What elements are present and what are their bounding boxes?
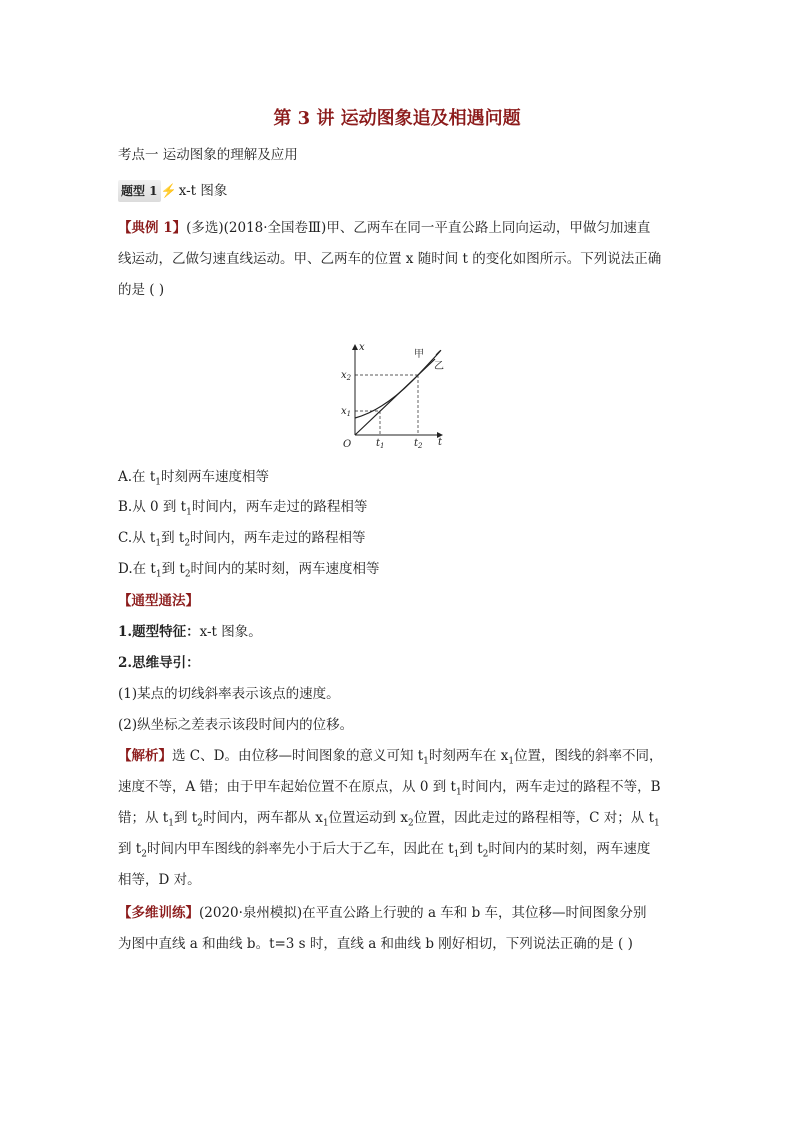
option-a: A.在 $t_1$时刻两车速度相等	[118, 469, 269, 488]
x1-label: $x_1$	[341, 406, 352, 418]
training-label: 【多维训练】	[118, 905, 199, 921]
page-title: 第 3 讲 运动图象追及相遇问题	[273, 108, 521, 129]
axis-t-label: t	[438, 437, 443, 448]
training-line-2: 为图中直线 a 和曲线 b。t=3 s 时，直线 a 和曲线 b 刚好相切，下列说法正确的是 ( )	[118, 936, 633, 952]
x-t-graph	[330, 340, 450, 450]
example-line-1: 【典例 1】(多选)(2018·全国卷Ⅲ)甲、乙两车在同一平直公路上同向运动，甲做匀加速直	[118, 220, 651, 236]
section-heading: 考点一 运动图象的理解及应用	[118, 147, 298, 163]
t2-label: $t_2$	[414, 438, 423, 450]
question-type-badge: 题型 1	[118, 180, 161, 202]
curve-jia	[355, 351, 441, 419]
analysis-line-3: 错；从 $t_1$到 $t_2$时间内，两车都从 $x_1$位置运动到 $x_2$位置，因此走过的路程相等，C 对；从 $t_1$	[118, 810, 660, 829]
method-point-1: (1)某点的切线斜率表示该点的速度。	[118, 686, 340, 702]
analysis-line-5: 相等，D 对。	[118, 872, 201, 888]
analysis-line-4: 到 $t_2$时间内甲车图线的斜率先小于后大于乙车，因此在 $t_1$到 $t_2$时间内的某时刻，两车速度	[118, 841, 651, 860]
method-item-1: 1.题型特征：x-t 图象。	[118, 624, 262, 640]
training-line-1: 【多维训练】(2020·泉州模拟)在平直公路上行驶的 a 车和 b 车，其位移—时间图象分别	[118, 905, 647, 921]
method-item-2: 2.思维导引：	[118, 655, 200, 671]
option-b: B.从 0 到 $t_1$时间内，两车走过的路程相等	[118, 499, 368, 518]
analysis-line-1: 【解析】选 C、D。由位移—时间图象的意义可知 $t_1$时刻两车在 $x_1$位置，图线的斜率不同，	[118, 748, 663, 767]
method-point-2: (2)纵坐标之差表示该段时间内的位移。	[118, 717, 354, 733]
question-type-row	[118, 180, 686, 202]
origin-label: O	[343, 439, 352, 450]
label-yi: 乙	[434, 361, 444, 372]
example-line-2: 线运动，乙做匀速直线运动。甲、乙两车的位置 x 随时间 t 的变化如图所示。下列说法正确	[118, 251, 662, 267]
option-c: C.从 $t_1$到 $t_2$时间内，两车走过的路程相等	[118, 530, 366, 549]
analysis-label: 【解析】	[118, 748, 172, 764]
example-line-3: 的是 ( )	[118, 282, 165, 298]
question-type-text: x-t 图象	[178, 183, 228, 199]
option-d: D.在 $t_1$到 $t_2$时间内的某时刻，两车速度相等	[118, 561, 380, 580]
method-header: 【通型通法】	[118, 593, 199, 609]
analysis-line-2: 速度不等，A 错；由于甲车起始位置不在原点，从 0 到 $t_1$时间内，两车走过的路程不等，B	[118, 779, 661, 798]
example-label: 【典例 1】	[118, 220, 187, 236]
label-jia: 甲	[414, 349, 424, 360]
axis-x-label: x	[359, 342, 365, 353]
t1-label: $t_1$	[376, 438, 385, 450]
x2-label: $x_2$	[341, 370, 352, 382]
lightning-icon: ⚡	[160, 184, 177, 199]
